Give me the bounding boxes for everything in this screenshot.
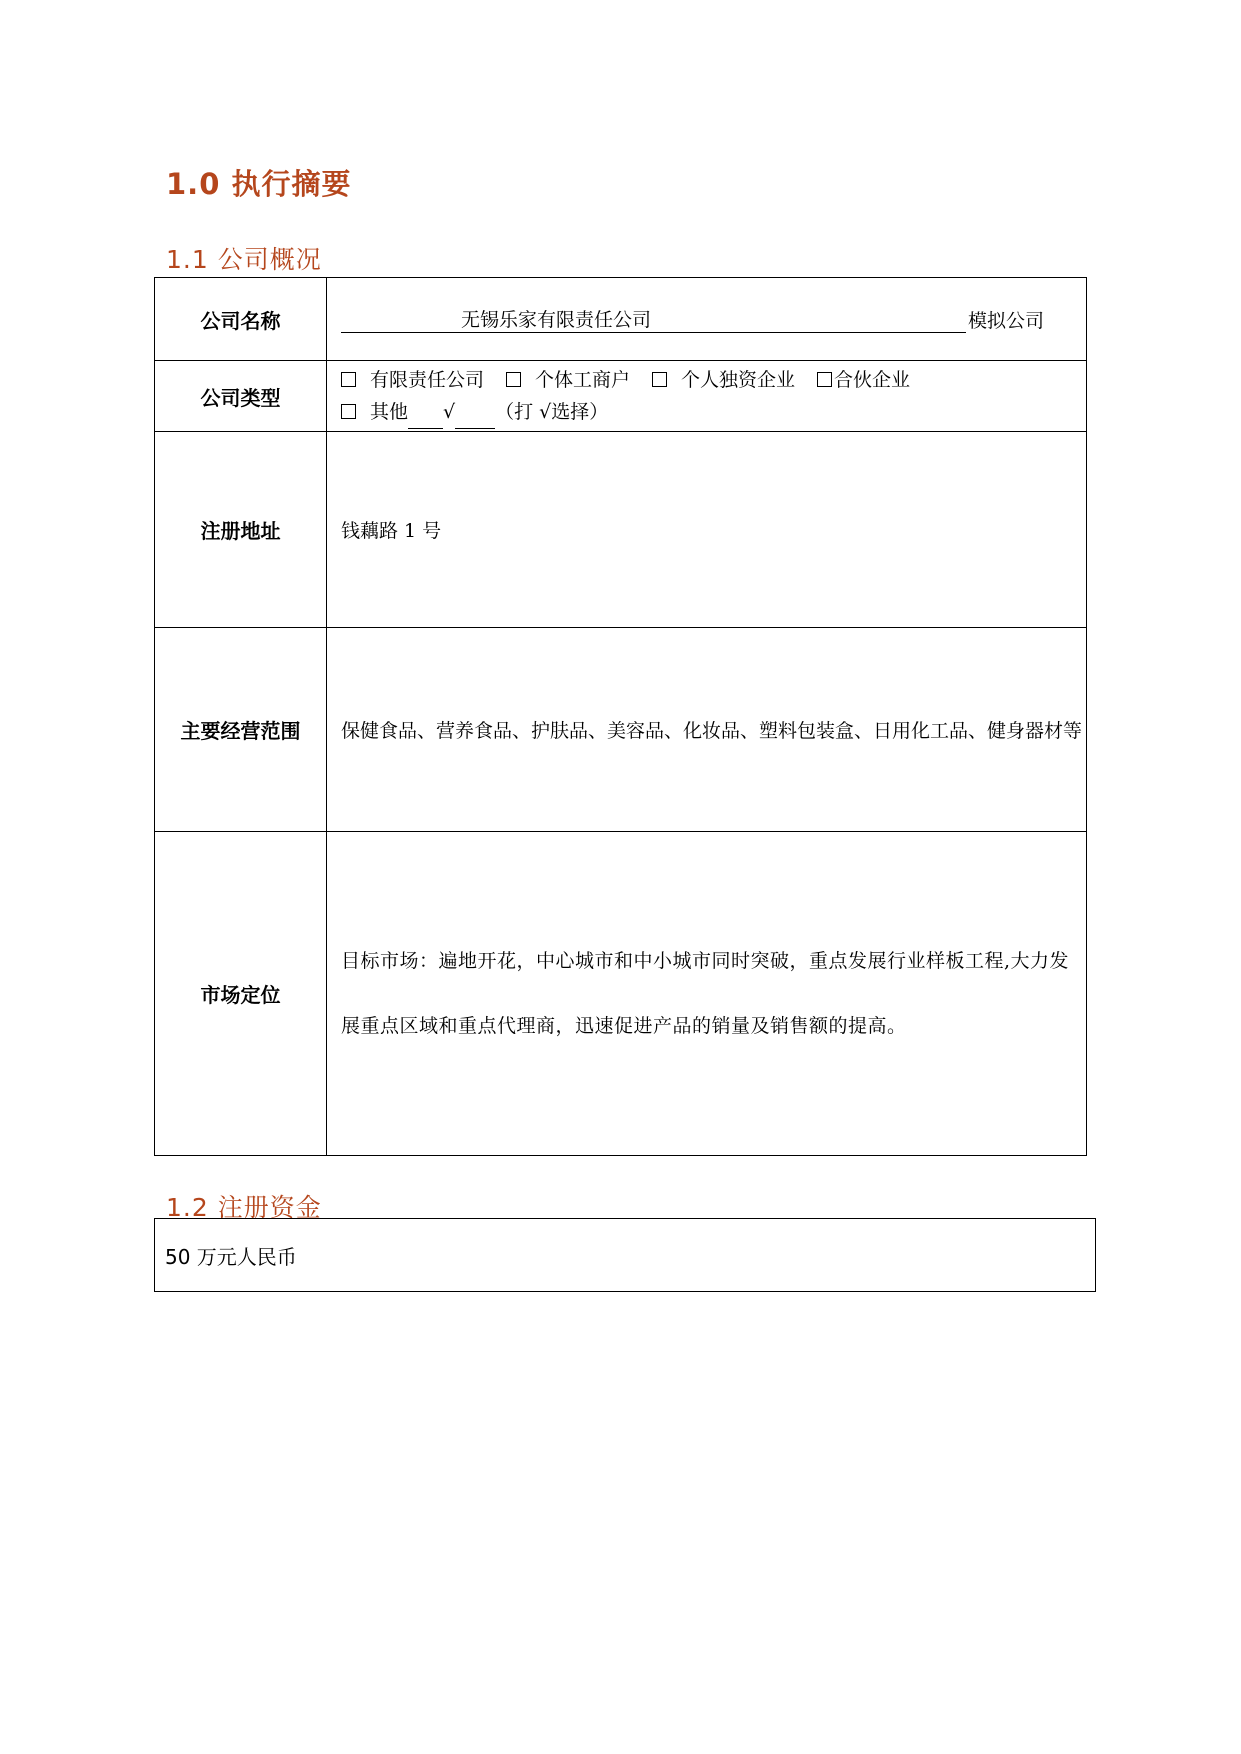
type-hint: （打 √选择）: [495, 400, 609, 423]
table-row-market-positioning: [155, 832, 1087, 1156]
business-scope-value: 保健食品、营养食品、护肤品、美容品、化妆品、塑料包装盒、日用化工品、健身器材等: [327, 628, 1087, 832]
registered-capital-box: [154, 1218, 1096, 1292]
type-option-label: 个人独资企业: [681, 368, 796, 391]
company-name-value: 无锡乐家有限责任公司: [341, 305, 966, 333]
type-option-llc[interactable]: [341, 369, 484, 391]
market-positioning-label: 市场定位: [155, 832, 327, 1156]
type-option-label: 合伙企业: [834, 368, 911, 391]
market-positioning-value: 目标市场：遍地开花，中心城市和中小城市同时突破，重点发展行业样板工程,大力发展重点区域和重点代理商，迅速促进产品的销量及销售额的提高。: [327, 832, 1087, 1156]
business-scope-label: 主要经营范围: [155, 628, 327, 832]
company-overview-table: [154, 277, 1087, 1156]
checkbox-icon[interactable]: [341, 372, 356, 387]
address-value: 钱藕路 1 号: [327, 432, 1087, 628]
checkbox-icon[interactable]: [817, 372, 832, 387]
table-row-company-name: [155, 278, 1087, 361]
company-name-line: [341, 305, 1078, 333]
checkbox-icon[interactable]: [652, 372, 667, 387]
company-type-options-line: [341, 364, 1078, 396]
type-option-sole-trader[interactable]: [506, 369, 630, 391]
section-heading-exec-summary: 1.0 执行摘要: [166, 167, 352, 201]
address-label: 注册地址: [155, 432, 327, 628]
checkbox-icon[interactable]: [506, 372, 521, 387]
checkbox-icon[interactable]: [341, 404, 356, 419]
type-option-label: 个体工商户: [535, 368, 631, 391]
table-row-address: [155, 432, 1087, 628]
company-type-other-line: [341, 396, 1078, 429]
type-other-blank[interactable]: [455, 396, 495, 429]
type-other-blank[interactable]: [408, 396, 443, 429]
type-option-label: 有限责任公司: [370, 368, 485, 391]
section-heading-registered-capital: 1.2 注册资金: [166, 1193, 322, 1222]
type-option-partnership[interactable]: [817, 369, 910, 391]
section-heading-company-overview: 1.1 公司概况: [166, 245, 322, 274]
type-other-mark: √: [443, 400, 456, 423]
type-other-label: 其他: [370, 400, 409, 423]
registered-capital-value: 50 万元人民币: [165, 1244, 297, 1269]
company-type-label: 公司类型: [155, 361, 327, 432]
company-name-cell: [327, 278, 1087, 361]
table-row-business-scope: [155, 628, 1087, 832]
type-option-sole-proprietorship[interactable]: [652, 369, 795, 391]
table-row-company-type: [155, 361, 1087, 432]
company-name-suffix: 模拟公司: [968, 310, 1045, 332]
company-type-cell: [327, 361, 1087, 432]
company-name-label: 公司名称: [155, 278, 327, 361]
